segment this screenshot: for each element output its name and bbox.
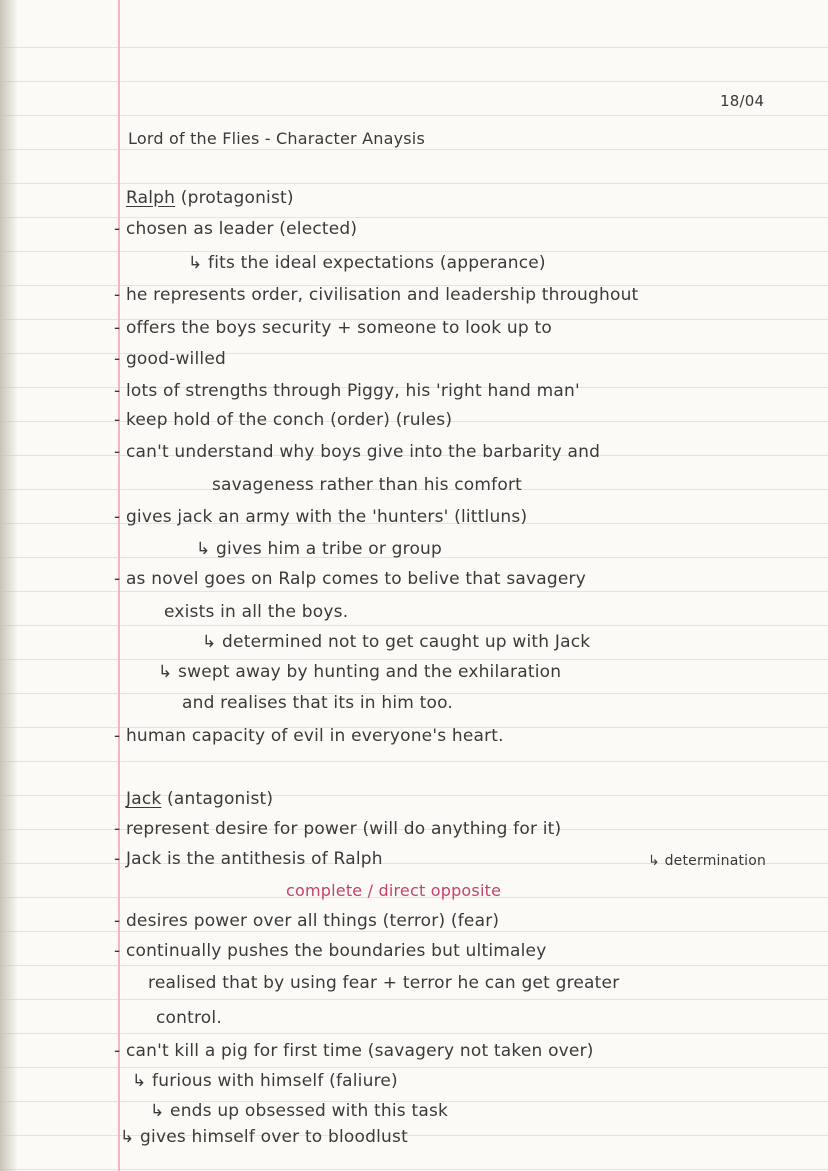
jack-role: (antagonist): [167, 789, 274, 809]
note-line: ↳ furious with himself (faliure): [132, 1071, 398, 1091]
note-line: - Jack is the antithesis of Ralph: [114, 849, 383, 869]
ralph-role: (protagonist): [180, 188, 294, 208]
note-line: - human capacity of evil in everyone's heart.: [114, 726, 504, 746]
note-line: ↳ fits the ideal expectations (apperance): [188, 253, 546, 273]
ralph-heading-row: [126, 187, 294, 209]
date: 18/04: [720, 92, 765, 110]
note-line: complete / direct opposite: [286, 881, 502, 900]
note-line: savageness rather than his comfort: [212, 475, 522, 495]
note-line: - desires power over all things (terror) (fear): [114, 911, 500, 931]
note-line: - good-willed: [114, 349, 226, 369]
note-line: - offers the boys security + someone to look up to: [114, 318, 552, 338]
jack-heading-row: [126, 788, 273, 810]
note-line: control.: [156, 1008, 222, 1028]
note-line: - represent desire for power (will do anything for it): [114, 819, 562, 839]
note-line: and realises that its in him too.: [182, 693, 454, 713]
ralph-heading: Ralph: [126, 188, 176, 208]
note-line: ↳ gives himself over to bloodlust: [120, 1127, 408, 1147]
page-title: Lord of the Flies - Character Anaysis: [128, 129, 425, 148]
note-line: - gives jack an army with the 'hunters' (littluns): [114, 507, 528, 527]
note-line: - as novel goes on Ralp comes to belive that savagery: [114, 569, 586, 589]
jack-heading: Jack: [126, 789, 162, 809]
note-line: ↳ ends up obsessed with this task: [150, 1101, 449, 1121]
note-line: exists in all the boys.: [164, 602, 349, 622]
note-line: - can't understand why boys give into the barbarity and: [114, 442, 601, 462]
note-line: ↳ determined not to get caught up with Jack: [202, 632, 591, 652]
note-line: - he represents order, civilisation and leadership throughout: [114, 285, 639, 305]
note-line: - can't kill a pig for first time (savagery not taken over): [114, 1041, 594, 1061]
note-line: - continually pushes the boundaries but ultimaley: [114, 941, 547, 961]
note-line: - chosen as leader (elected): [114, 219, 358, 239]
note-line: realised that by using fear + terror he can get greater: [148, 973, 620, 993]
note-line: ↳ swept away by hunting and the exhilaration: [158, 662, 562, 682]
note-line: - keep hold of the conch (order) (rules): [114, 410, 453, 430]
note-line: ↳ determination: [648, 853, 767, 869]
note-line: ↳ gives him a tribe or group: [196, 539, 443, 559]
page-shadow: [0, 0, 18, 1171]
note-line: - lots of strengths through Piggy, his 'right hand man': [114, 381, 580, 401]
